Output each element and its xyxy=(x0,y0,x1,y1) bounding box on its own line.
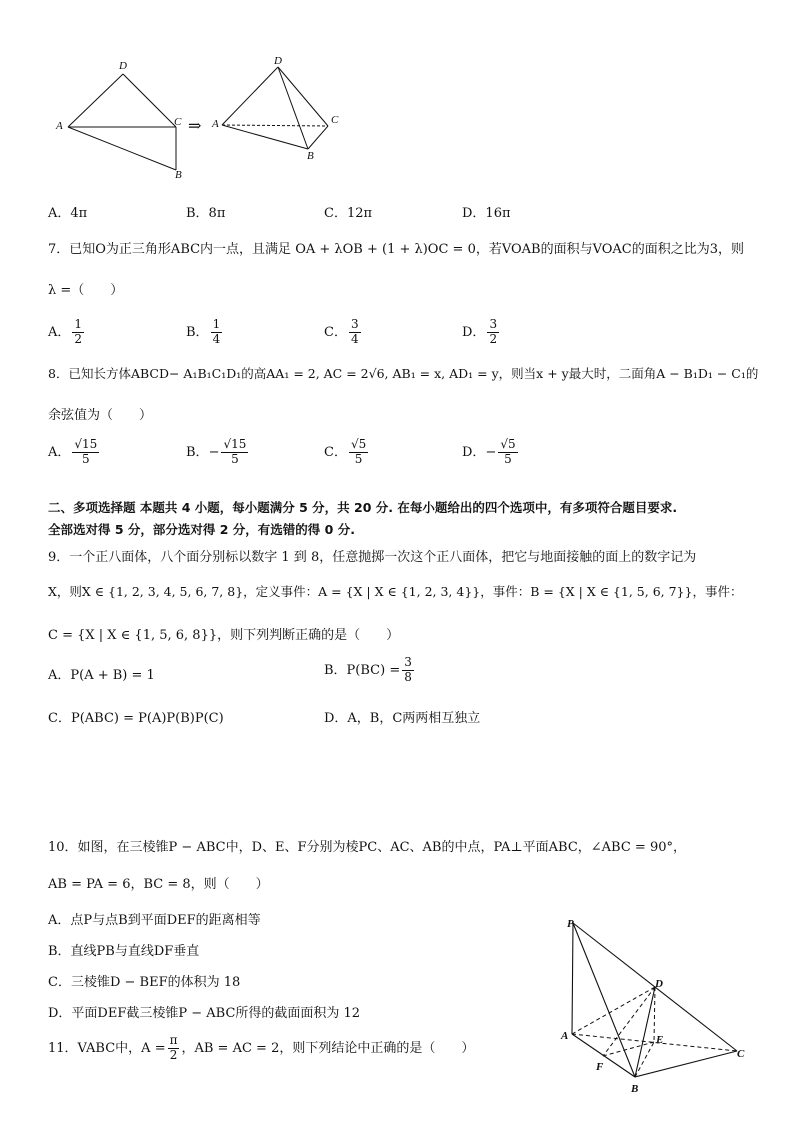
section2-heading: 二、多项选择题 本题共 4 小题，每小题满分 5 分，共 20 分. 在每小题给出的四个选项中，有多项符合题目要求. xyxy=(48,500,678,515)
q9-stem-line3: C = {X | X ∈ {1, 5, 6, 8}}，则下列判断正确的是（ ） xyxy=(48,628,400,643)
fig2-label-c: C xyxy=(737,1048,745,1060)
fig2-label-a: A xyxy=(561,1030,569,1042)
q9-option-d: D．A，B，C两两相互独立 xyxy=(324,711,481,726)
q6-option-a: A．4π xyxy=(48,206,88,221)
fig2-label-e: E xyxy=(656,1034,664,1046)
fig2-label-b: B xyxy=(631,1083,639,1095)
fig2-label-f: F xyxy=(596,1061,604,1073)
fig1b-label-d: D xyxy=(274,55,282,67)
fig1-label-d: D xyxy=(119,60,127,72)
fig1b-label-c: C xyxy=(331,114,339,126)
fig1b-label-b: B xyxy=(307,150,314,162)
q7-stem-line2: λ =（ ） xyxy=(48,283,124,298)
fig1-arrow: ⇒ xyxy=(188,118,202,135)
q10-option-c: C．三棱锥D − BEF的体积为 18 xyxy=(48,975,241,990)
fig1-label-b: B xyxy=(175,169,182,181)
q10-option-d: D．平面DEF截三棱锥P − ABC所得的截面面积为 12 xyxy=(48,1006,361,1021)
tetrahedron-figure xyxy=(555,912,755,1097)
q10-stem: 10．如图，在三棱锥P − ABC中，D、E、F分别为棱PC、AC、AB的中点，PA⊥平面ABC，∠ABC = 90°， xyxy=(48,840,686,855)
q8-option-c: C． $\frac{√5}{5}$ xyxy=(324,437,367,466)
q9-stem-line2: X，则X ∈ {1, 2, 3, 4, 5, 6, 7, 8}，定义事件：A = {X | X ∈ {1, 2, 3, 4}}，事件：B = {X | X ∈ {1, 5, 6, 7}}，事件： xyxy=(48,584,743,599)
q11-stem: 11．VABC中，A = $\frac{\pi}{2}$ ，AB = AC = 2，则下列结论中正确的是（ ） xyxy=(48,1033,475,1062)
q10-stem-line2: AB = PA = 6，BC = 8，则（ ） xyxy=(48,877,269,892)
fig2-label-p: P xyxy=(567,918,574,930)
q9-option-b: B．P(BC) = $\frac{3}{8}$ xyxy=(324,655,412,684)
fig1-label-c: C xyxy=(174,116,182,128)
q7-option-a: A． $\frac{1}{2}$ xyxy=(48,317,83,346)
q9-option-a: A．P(A + B) = 1 xyxy=(48,668,155,683)
fig2-label-d: D xyxy=(655,978,663,990)
q9-option-c: C．P(ABC) = P(A)P(B)P(C) xyxy=(48,711,224,726)
q9-stem: 9．一个正八面体，八个面分别标以数字 1 到 8，任意抛掷一次这个正八面体，把它与地面接触的面上的数字记为 xyxy=(48,550,697,565)
q8-option-a: A． $\frac{√15}{5}$ xyxy=(48,437,98,466)
q10-option-b: B．直线PB与直线DF垂直 xyxy=(48,944,200,959)
q7-option-d: D． $\frac{3}{2}$ xyxy=(462,317,498,346)
q8-option-b: B．− $\frac{√15}{5}$ xyxy=(186,437,247,466)
q6-option-d: D．16π xyxy=(462,206,511,221)
fig1-label-a: A xyxy=(56,120,63,132)
folding-figure xyxy=(50,55,350,185)
q7-option-b: B． $\frac{1}{4}$ xyxy=(186,317,221,346)
q8-stem-line2: 余弦值为（ ） xyxy=(48,408,153,423)
q10-option-a: A．点P与点B到平面DEF的距离相等 xyxy=(48,913,261,928)
q8-stem: 8．已知长方体ABCD− A₁B₁C₁D₁的高AA₁ = 2, AC = 2√6, AB₁ = x, AD₁ = y，则当x + y最大时，二面角A − B₁D₁ − C₁的 xyxy=(48,366,759,381)
q7-option-c: C． $\frac{3}{4}$ xyxy=(324,317,359,346)
fig1b-label-a: A xyxy=(212,118,219,130)
q6-option-c: C．12π xyxy=(324,206,373,221)
q7-stem: 7．已知O为正三角形ABC内一点，且满足 OA + λOB + (1 + λ)OC = 0，若VOAB的面积与VOAC的面积之比为3，则 xyxy=(48,242,745,257)
q6-option-b: B．8π xyxy=(186,206,226,221)
q8-option-d: D．− $\frac{√5}{5}$ xyxy=(462,437,516,466)
section2-heading-line2: 全部选对得 5 分，部分选对得 2 分，有选错的得 0 分. xyxy=(48,522,355,537)
